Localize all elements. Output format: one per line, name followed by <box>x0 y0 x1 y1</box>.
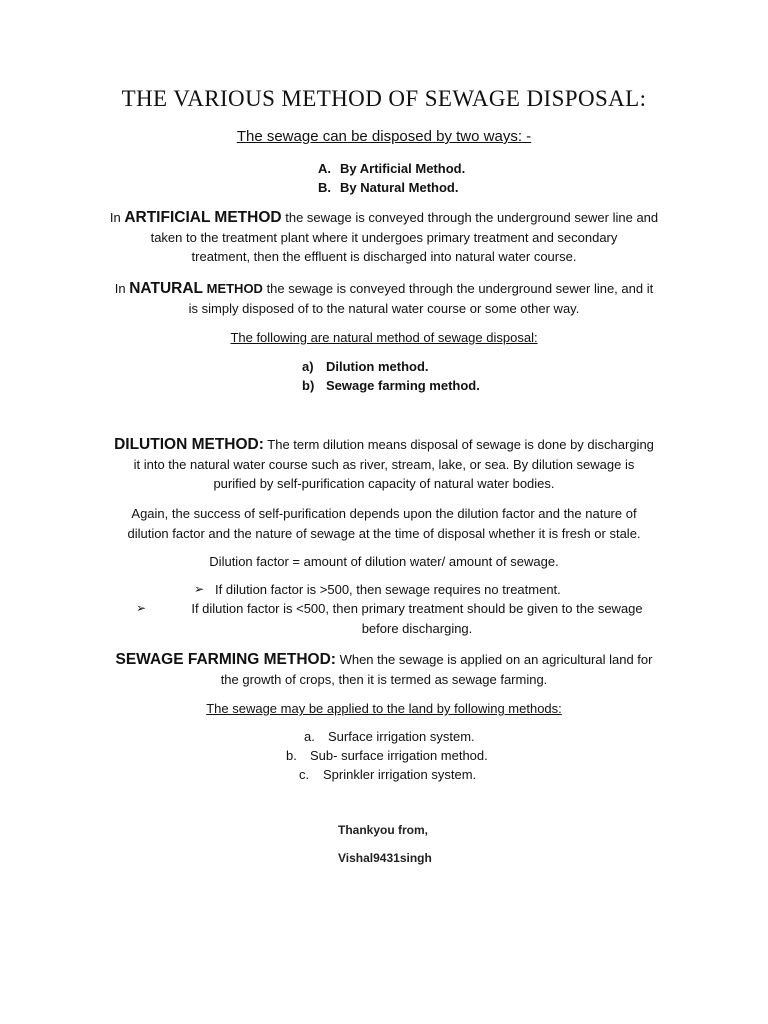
paragraph-line: dilution factor and the nature of sewage at the time of disposal whether it is fresh or stale. <box>127 525 641 541</box>
author-name: Vishal9431singh <box>338 851 432 865</box>
paragraph-line: it into the natural water course such as river, stream, lake, or sea. By dilution sewage is <box>133 456 635 472</box>
farming-method-item <box>299 767 476 782</box>
item-label: Dilution method. <box>326 359 429 374</box>
way-label: By Natural Method. <box>340 180 459 195</box>
farming-method-item <box>286 748 488 763</box>
dilution-formula: Dilution factor = amount of dilution water/ amount of sewage. <box>209 554 559 569</box>
item-marker: a. <box>304 729 315 744</box>
paragraph-line: the sewage is conveyed through the underground sewer line and <box>281 210 659 225</box>
dilution-method-paragraph <box>88 435 680 494</box>
artificial-heading: ARTIFICIAL METHOD <box>124 209 282 226</box>
arrow-bullet-icon: ➢ <box>194 582 205 596</box>
natural-methods-heading: The following are natural method of sewage disposal: <box>230 330 538 345</box>
item-marker: b) <box>302 378 315 393</box>
paragraph-line: the growth of crops, then it is termed as sewage farming. <box>220 671 548 687</box>
dilution-bullet <box>157 599 677 638</box>
item-marker: a) <box>302 359 314 374</box>
way-item-a <box>318 161 465 176</box>
thanks-text: Thankyou from, <box>338 823 429 837</box>
bullet-line: before discharging. <box>361 620 473 636</box>
way-marker: B. <box>318 180 331 195</box>
paragraph-line: When the sewage is applied on an agricultural land for <box>335 652 653 667</box>
paragraph-line: The term dilution means disposal of sewage is done by discharging <box>263 437 654 452</box>
way-label: By Artificial Method. <box>340 161 466 176</box>
sewage-farming-heading: SEWAGE FARMING METHOD: <box>115 651 336 668</box>
page-title: THE VARIOUS METHOD OF SEWAGE DISPOSAL: <box>121 86 647 111</box>
paragraph-line: purified by self-purification capacity of natural water bodies. <box>213 476 555 491</box>
natural-heading: NATURAL <box>129 280 203 297</box>
bullet-line: If dilution factor is <500, then primary treatment should be given to the sewage <box>191 601 643 616</box>
paragraph-line: the sewage is conveyed through the underground sewer line, and it <box>262 281 654 296</box>
way-item-b <box>318 180 458 195</box>
item-label: Sub- surface irrigation method. <box>310 748 488 763</box>
natural-method-item <box>302 359 429 374</box>
item-label: Sewage farming method. <box>326 378 480 393</box>
subtitle: The sewage can be disposed by two ways: - <box>236 128 532 145</box>
prefix-text: In <box>109 210 125 225</box>
natural-method-item <box>302 378 480 393</box>
farming-method-item <box>304 729 475 744</box>
paragraph-line: taken to the treatment plant where it undergoes primary treatment and secondary <box>150 229 618 245</box>
natural-method-paragraph <box>88 279 680 318</box>
artificial-method-paragraph <box>88 208 680 267</box>
sewage-farming-paragraph <box>88 650 680 689</box>
item-marker: b. <box>286 748 297 763</box>
arrow-bullet-icon: ➢ <box>136 601 147 615</box>
prefix-text: In <box>114 281 130 296</box>
paragraph-line: is simply disposed of to the natural water course or some other way. <box>188 300 580 316</box>
item-label: Sprinkler irrigation system. <box>323 767 477 782</box>
way-marker: A. <box>318 161 331 176</box>
self-purification-paragraph <box>88 504 680 543</box>
natural-heading-suffix: METHOD <box>203 281 263 296</box>
item-marker: c. <box>299 767 310 782</box>
farming-methods-heading: The sewage may be applied to the land by following methods: <box>206 701 562 716</box>
dilution-heading: DILUTION METHOD: <box>114 436 264 453</box>
dilution-bullet: If dilution factor is >500, then sewage requires no treatment. <box>215 582 561 597</box>
item-label: Surface irrigation system. <box>328 729 475 744</box>
paragraph-line: treatment, then the effluent is discharged into natural water course. <box>191 249 577 264</box>
paragraph-line: Again, the success of self-purification depends upon the dilution factor and the nature of <box>131 506 637 521</box>
